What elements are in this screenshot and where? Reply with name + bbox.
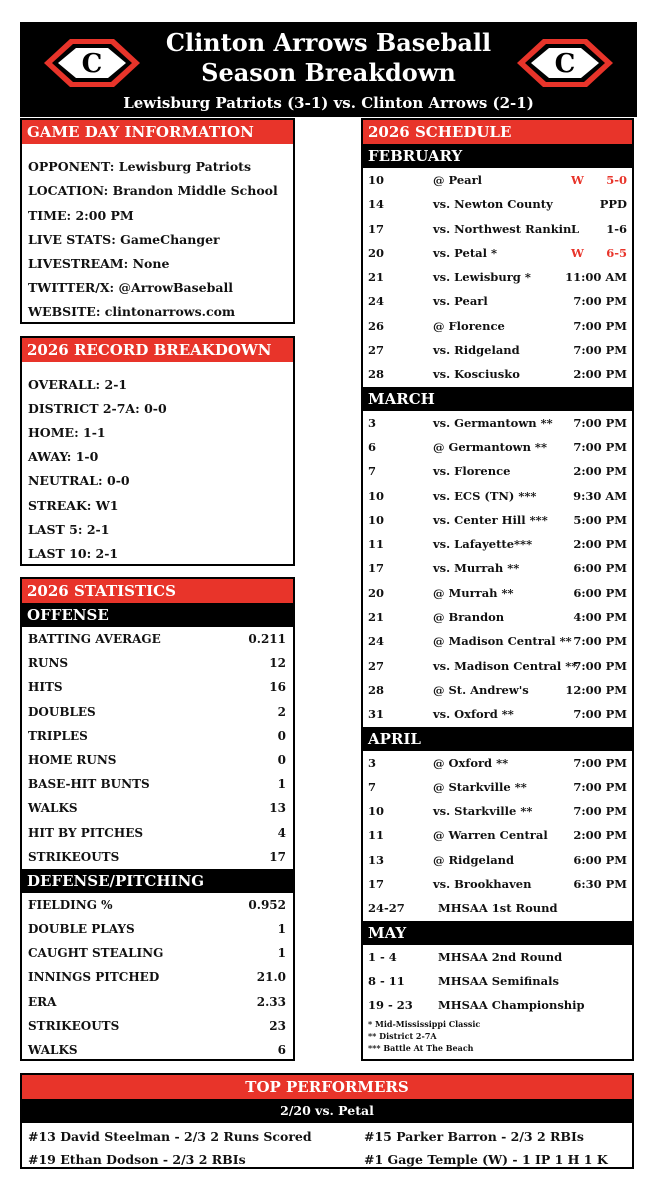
- stat-value: 13: [269, 801, 286, 816]
- game-day-heading: GAME DAY INFORMATION: [22, 120, 293, 144]
- game-opponent: @ Warren Central: [433, 828, 548, 843]
- schedule-row: [363, 702, 632, 726]
- stat-label: HITS: [28, 680, 63, 695]
- defense-heading: DEFENSE/PITCHING: [22, 869, 293, 893]
- game-score: PPD: [599, 197, 627, 212]
- game-opponent: vs. Brookhaven: [433, 877, 532, 892]
- game-result: W: [571, 173, 584, 187]
- stat-value: 1: [277, 777, 286, 792]
- schedule-row: [363, 192, 632, 216]
- game-date: 14: [368, 197, 385, 212]
- game-opponent: @ St. Andrew's: [433, 682, 529, 697]
- stat-value: 6: [277, 1043, 286, 1057]
- game-date: 7: [368, 464, 377, 479]
- schedule-row: [363, 459, 632, 483]
- game-opponent: vs. Newton County: [433, 197, 553, 212]
- stat-row: [22, 772, 293, 796]
- stat-label: WALKS: [28, 1043, 78, 1057]
- game-time: 7:00 PM: [573, 294, 627, 309]
- game-date: 31: [368, 707, 385, 722]
- performer-item: #19 Ethan Dodson - 2/3 2 RBIs: [28, 1152, 246, 1167]
- month-april: APRIL: [363, 727, 632, 751]
- game-opponent: vs. Lafayette***: [433, 537, 533, 552]
- game-opponent: vs. Oxford **: [433, 707, 514, 722]
- top-performers-panel: [20, 1073, 634, 1169]
- stat-value: 2.33: [256, 994, 286, 1009]
- game-time: 7:00 PM: [573, 779, 627, 794]
- footnote: *** Battle At The Beach: [368, 1042, 474, 1053]
- game-date: 17: [368, 221, 385, 236]
- stat-value: 1: [277, 946, 286, 961]
- stat-label: TRIPLES: [28, 728, 88, 743]
- stat-row: [22, 990, 293, 1014]
- game-opponent: vs. Center Hill ***: [433, 512, 548, 527]
- schedule-row: [363, 775, 632, 799]
- postseason-date: 24-27: [368, 901, 405, 916]
- schedule-row: [363, 217, 632, 241]
- postseason-row: [363, 993, 632, 1017]
- game-date: 17: [368, 561, 385, 576]
- game-date: 7: [368, 779, 377, 794]
- game-time: 2:00 PM: [573, 367, 627, 382]
- schedule-row: [363, 484, 632, 508]
- game-time: 11:00 AM: [565, 270, 627, 285]
- stat-row: [22, 724, 293, 748]
- postseason-row: [363, 945, 632, 969]
- stat-label: DOUBLES: [28, 704, 96, 719]
- game-day-panel: [20, 118, 295, 324]
- game-time: 2:00 PM: [573, 464, 627, 479]
- twitter-line: TWITTER/X: @ArrowBaseball: [28, 280, 233, 295]
- record-streak: STREAK: W1: [28, 498, 119, 513]
- game-date: 6: [368, 439, 377, 454]
- game-time: 7:00 PM: [573, 343, 627, 358]
- live-stats-line: LIVE STATS: GameChanger: [28, 232, 220, 247]
- stat-value: 0.211: [248, 632, 286, 646]
- stat-row: [22, 651, 293, 675]
- stat-row: [22, 965, 293, 989]
- game-date: 10: [368, 512, 385, 527]
- game-opponent: @ Madison Central **: [433, 634, 572, 649]
- game-opponent: vs. Murrah **: [433, 561, 520, 576]
- game-opponent: @ Brandon: [433, 610, 505, 625]
- schedule-row: [363, 411, 632, 435]
- stat-label: INNINGS PITCHED: [28, 970, 160, 985]
- stat-row: [22, 821, 293, 845]
- game-result: L: [571, 221, 580, 236]
- stat-label: CAUGHT STEALING: [28, 946, 164, 961]
- stat-row: [22, 627, 293, 651]
- game-time: 7:00 PM: [573, 415, 627, 430]
- postseason-date: 8 - 11: [368, 973, 405, 988]
- postseason-row: [363, 969, 632, 993]
- record-neutral: NEUTRAL: 0-0: [28, 473, 130, 488]
- game-date: 28: [368, 367, 385, 382]
- game-opponent: vs. ECS (TN) ***: [433, 488, 537, 503]
- schedule-row: [363, 508, 632, 532]
- game-time: 7:00 PM: [573, 707, 627, 722]
- stat-label: BASE-HIT BUNTS: [28, 777, 150, 792]
- game-time: 7:00 PM: [573, 804, 627, 819]
- schedule-row: [363, 751, 632, 775]
- game-time: 2:00 PM: [573, 828, 627, 843]
- month-february: FEBRUARY: [363, 144, 632, 168]
- game-date: 10: [368, 173, 385, 187]
- game-opponent: vs. Northwest Rankin: [433, 221, 572, 236]
- title-line-2: Season Breakdown: [201, 58, 456, 87]
- game-time: 7:00 PM: [573, 318, 627, 333]
- game-opponent: vs. Kosciusko: [433, 367, 520, 382]
- stat-value: 4: [277, 825, 286, 840]
- statistics-heading: 2026 STATISTICS: [22, 579, 293, 603]
- game-opponent: @ Murrah **: [433, 585, 514, 600]
- stat-row: [22, 675, 293, 699]
- game-score: 6-5: [606, 245, 627, 260]
- website-line: WEBSITE: clintonarrows.com: [28, 304, 236, 319]
- game-date: 11: [368, 537, 385, 552]
- game-date: 21: [368, 610, 385, 625]
- postseason-event: MHSAA 1st Round: [438, 901, 558, 916]
- schedule-row: [363, 338, 632, 362]
- stat-row: [22, 748, 293, 772]
- header-banner: [20, 22, 637, 117]
- game-opponent: @ Pearl: [433, 173, 483, 187]
- stat-row: [22, 796, 293, 820]
- postseason-event: MHSAA 2nd Round: [438, 949, 563, 964]
- game-date: 27: [368, 343, 385, 358]
- stat-row: [22, 917, 293, 941]
- game-opponent: vs. Pearl: [433, 294, 488, 309]
- schedule-row: [363, 678, 632, 702]
- time-line: TIME: 2:00 PM: [28, 208, 134, 223]
- game-time: 6:00 PM: [573, 852, 627, 867]
- stat-label: STRIKEOUTS: [28, 1018, 120, 1033]
- schedule-row: [363, 629, 632, 653]
- footnote: ** District 2-7A: [368, 1030, 437, 1041]
- game-date: 3: [368, 415, 377, 430]
- offense-stats: [22, 627, 293, 869]
- matchup-subtitle: Lewisburg Patriots (3-1) vs. Clinton Arrows (2-1): [123, 94, 534, 112]
- game-date: 17: [368, 877, 385, 892]
- game-opponent: @ Ridgeland: [433, 852, 515, 867]
- stat-label: FIELDING %: [28, 897, 113, 912]
- game-time: 7:00 PM: [573, 439, 627, 454]
- schedule-row: [363, 581, 632, 605]
- schedule-row: [363, 823, 632, 847]
- stat-value: 16: [269, 680, 286, 695]
- stat-row: [22, 1014, 293, 1038]
- postseason-row: [363, 896, 632, 920]
- stat-value: 17: [269, 849, 286, 864]
- schedule-panel: [361, 118, 634, 1061]
- month-march: MARCH: [363, 387, 632, 411]
- stat-row: [22, 845, 293, 869]
- postseason-date: 1 - 4: [368, 949, 397, 964]
- performer-item: #13 David Steelman - 2/3 2 Runs Scored: [28, 1129, 312, 1144]
- schedule-row: [363, 265, 632, 289]
- stat-row: [22, 893, 293, 917]
- game-time: 7:00 PM: [573, 755, 627, 770]
- month-may: MAY: [363, 921, 632, 945]
- game-opponent: vs. Florence: [433, 464, 511, 479]
- schedule-row: [363, 314, 632, 338]
- game-date: 20: [368, 245, 385, 260]
- statistics-panel: [20, 577, 295, 1061]
- stat-label: DOUBLE PLAYS: [28, 922, 135, 937]
- stat-row: [22, 1038, 293, 1062]
- stat-value: 1: [277, 922, 286, 937]
- game-opponent: vs. Ridgeland: [433, 343, 520, 358]
- game-opponent: @ Florence: [433, 318, 505, 333]
- stat-value: 21.0: [256, 970, 286, 985]
- schedule-row: [363, 654, 632, 678]
- postseason-event: MHSAA Semifinals: [438, 973, 559, 988]
- schedule-row: [363, 435, 632, 459]
- game-result: W: [571, 245, 584, 260]
- schedule-row: [363, 799, 632, 823]
- game-time: 7:00 PM: [573, 634, 627, 649]
- schedule-row: [363, 289, 632, 313]
- schedule-heading: 2026 SCHEDULE: [363, 120, 632, 144]
- schedule-row: [363, 532, 632, 556]
- record-district: DISTRICT 2-7A: 0-0: [28, 401, 167, 416]
- offense-heading: OFFENSE: [22, 603, 293, 627]
- stat-row: [22, 941, 293, 965]
- game-score: 5-0: [606, 173, 627, 187]
- performer-item: #15 Parker Barron - 2/3 2 RBIs: [364, 1129, 584, 1144]
- game-date: 24: [368, 294, 385, 309]
- game-time: 6:00 PM: [573, 561, 627, 576]
- record-away: AWAY: 1-0: [28, 449, 99, 464]
- stat-label: ERA: [28, 994, 57, 1009]
- stat-value: 23: [269, 1018, 286, 1033]
- record-last-10: LAST 10: 2-1: [28, 546, 119, 561]
- schedule-row: [363, 848, 632, 872]
- game-time: 6:30 PM: [573, 877, 627, 892]
- stat-value: 2: [277, 704, 286, 719]
- schedule-row: [363, 605, 632, 629]
- schedule-row: [363, 241, 632, 265]
- livestream-line: LIVESTREAM: None: [28, 256, 170, 271]
- stat-row: [22, 700, 293, 724]
- game-opponent: vs. Lewisburg *: [433, 270, 531, 285]
- location-line: LOCATION: Brandon Middle School: [28, 183, 278, 198]
- title-line-1: Clinton Arrows Baseball: [165, 28, 492, 57]
- stat-label: BATTING AVERAGE: [28, 632, 161, 646]
- game-opponent: vs. Germantown **: [433, 415, 553, 430]
- schedule-row: [363, 168, 632, 192]
- schedule-row: [363, 362, 632, 386]
- game-date: 28: [368, 682, 385, 697]
- game-opponent: vs. Madison Central **: [433, 658, 578, 673]
- game-date: 20: [368, 585, 385, 600]
- stat-value: 0: [277, 728, 286, 743]
- game-date: 24: [368, 634, 385, 649]
- stat-value: 0.952: [248, 897, 286, 912]
- game-opponent: vs. Starkville **: [433, 804, 533, 819]
- top-performers-game: 2/20 vs. Petal: [22, 1099, 632, 1123]
- stat-label: HOME RUNS: [28, 752, 117, 767]
- stat-label: HIT BY PITCHES: [28, 825, 144, 840]
- stat-value: 0: [277, 752, 286, 767]
- top-performers-heading: TOP PERFORMERS: [22, 1075, 632, 1099]
- schedule-row: [363, 556, 632, 580]
- game-time: 4:00 PM: [573, 610, 627, 625]
- game-date: 10: [368, 804, 385, 819]
- stat-label: WALKS: [28, 801, 78, 816]
- game-opponent: @ Germantown **: [433, 439, 547, 454]
- logo-letter: C: [554, 49, 576, 79]
- opponent-line: OPPONENT: Lewisburg Patriots: [28, 159, 251, 174]
- stat-label: STRIKEOUTS: [28, 849, 120, 864]
- stat-value: 12: [269, 656, 286, 671]
- game-score: 1-6: [606, 221, 627, 236]
- game-date: 10: [368, 488, 385, 503]
- postseason-event: MHSAA Championship: [438, 998, 585, 1013]
- record-panel: [20, 336, 295, 566]
- game-date: 21: [368, 270, 385, 285]
- record-heading: 2026 RECORD BREAKDOWN: [22, 338, 293, 362]
- game-date: 3: [368, 755, 377, 770]
- record-last-5: LAST 5: 2-1: [28, 522, 110, 537]
- game-date: 27: [368, 658, 385, 673]
- game-opponent: @ Starkville **: [433, 779, 527, 794]
- record-overall: OVERALL: 2-1: [28, 377, 128, 392]
- record-home: HOME: 1-1: [28, 425, 106, 440]
- game-time: 12:00 PM: [565, 682, 627, 697]
- game-time: 5:00 PM: [573, 512, 627, 527]
- schedule-row: [363, 872, 632, 896]
- game-opponent: @ Oxford **: [433, 755, 509, 770]
- game-date: 11: [368, 828, 385, 843]
- game-time: 7:00 PM: [573, 658, 627, 673]
- game-opponent: vs. Petal *: [433, 245, 497, 260]
- performer-item: #1 Gage Temple (W) - 1 IP 1 H 1 K: [364, 1152, 608, 1167]
- footnote: * Mid-Mississippi Classic: [368, 1018, 481, 1029]
- game-time: 9:30 AM: [573, 488, 627, 503]
- defense-stats: [22, 893, 293, 1062]
- logo-letter: C: [81, 49, 103, 79]
- game-time: 2:00 PM: [573, 537, 627, 552]
- postseason-date: 19 - 23: [368, 998, 413, 1013]
- game-date: 13: [368, 852, 385, 867]
- game-date: 26: [368, 318, 385, 333]
- stat-label: RUNS: [28, 656, 69, 671]
- game-time: 6:00 PM: [573, 585, 627, 600]
